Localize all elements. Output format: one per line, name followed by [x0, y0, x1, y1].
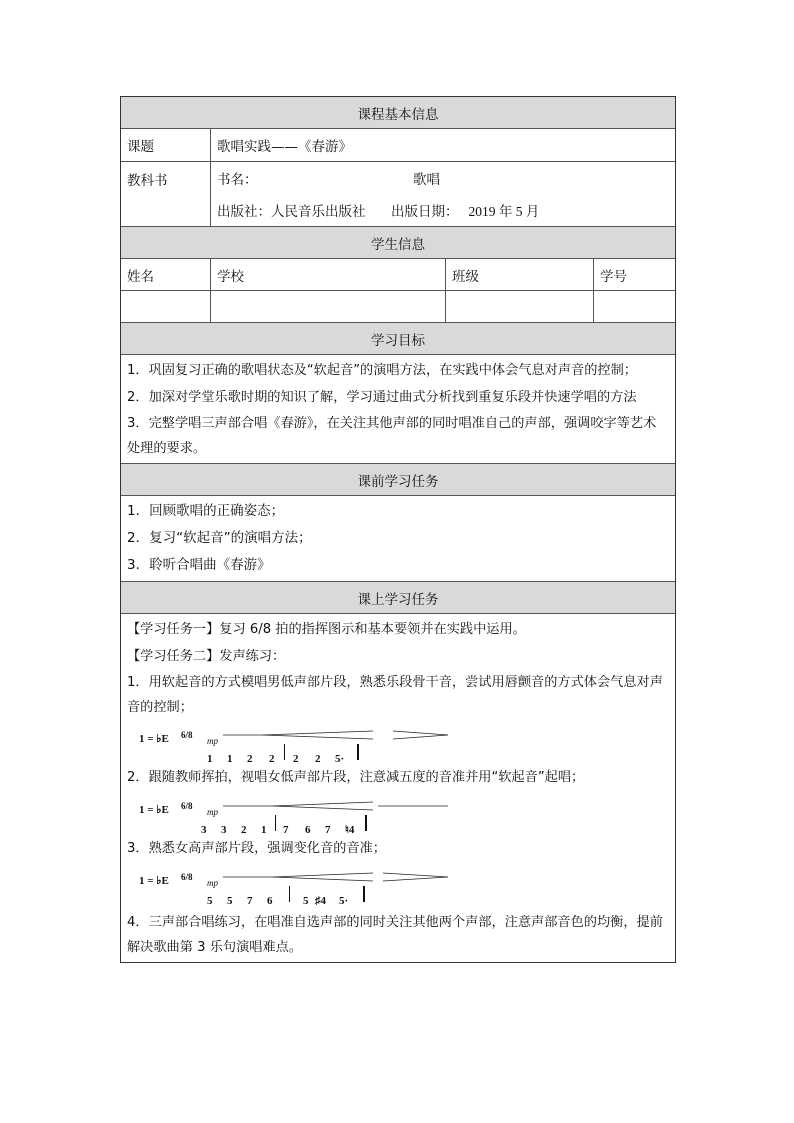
- section-header-goals: [121, 322, 675, 354]
- dynamic-mark: mp: [207, 878, 218, 888]
- note: 1: [261, 824, 267, 836]
- exercise-three: 3．熟悉女高声部片段，强调变化音的音准；: [127, 841, 386, 856]
- textbook-label: 教科书: [127, 173, 168, 189]
- topic-row: [121, 128, 675, 161]
- student-id-field[interactable]: [593, 291, 675, 322]
- note: 2: [293, 753, 299, 765]
- dynamic-hairpins: [223, 872, 473, 882]
- task-one: 【学习任务一】复习 6/8 拍的指挥图示和基本要领并在实践中运用。: [127, 622, 526, 637]
- pre-tasks-list: [121, 496, 675, 581]
- class-field[interactable]: [445, 291, 593, 322]
- goals-list: [121, 355, 675, 463]
- dynamic-mark: mp: [207, 807, 218, 817]
- book-name-value: 歌唱: [413, 172, 440, 188]
- pre-task-item: 1．回顾歌唱的正确姿态；: [127, 503, 285, 519]
- note: 2: [269, 753, 275, 765]
- note: 5·: [335, 753, 345, 765]
- pre-tasks-row: [121, 495, 675, 581]
- barline: [275, 815, 276, 831]
- time-signature: 6/8: [181, 801, 193, 811]
- dynamic-mark: mp: [207, 736, 218, 746]
- note: 3: [201, 824, 207, 836]
- note: 5·: [339, 895, 349, 907]
- final-barline: [365, 815, 367, 831]
- note: 3: [221, 824, 227, 836]
- in-class-row: [121, 613, 675, 962]
- final-barline: [357, 744, 359, 760]
- publish-date-label: 出版日期：: [391, 204, 459, 220]
- topic-label: 课题: [127, 139, 154, 155]
- school-field[interactable]: [210, 291, 445, 322]
- topic-value: 歌唱实践——《春游》: [210, 129, 675, 161]
- section-title: 学生信息: [371, 236, 425, 253]
- score-excerpt-2: [127, 791, 669, 835]
- key-signature: 1 = ♭E: [139, 875, 169, 887]
- publisher-label: 出版社：: [217, 204, 271, 220]
- note: ♮4: [345, 824, 355, 836]
- note: 1: [227, 753, 233, 765]
- note: ♯4: [315, 895, 326, 907]
- exercise-one: 1．用软起音的方式模唱男低声部片段，熟悉乐段骨干音，尝试用唇颤音的方式体会气息对声音的控制；: [127, 675, 663, 715]
- key-signature: 1 = ♭E: [139, 804, 169, 816]
- note: 6: [267, 895, 273, 907]
- goal-item: 3．完整学唱三声部合唱《春游》，在关注其他声部的同时唱准自己的声部，强调咬字等艺术处理的要求。: [127, 416, 657, 456]
- score-excerpt-3: [127, 862, 669, 906]
- note: 1: [207, 753, 213, 765]
- goal-item: 1．巩固复习正确的歌唱状态及“软起音”的演唱方法，在实践中体会气息对声音的控制；: [127, 363, 637, 378]
- note: 5: [303, 895, 309, 907]
- goal-item: 2．加深对学堂乐歌时期的知识了解，学习通过曲式分析找到重复乐段并快速学唱的方法: [127, 390, 637, 405]
- pre-task-item: 3．聆听合唱曲《春游》: [127, 557, 271, 573]
- name-label: 姓名: [127, 268, 154, 285]
- student-id-label: 学号: [593, 259, 675, 290]
- textbook-row: [121, 161, 675, 226]
- textbook-details: [210, 162, 675, 226]
- section-header-in-class-tasks: [121, 581, 675, 613]
- note: 2: [315, 753, 321, 765]
- note: 6: [305, 824, 311, 836]
- student-value-row: [121, 290, 675, 322]
- task-two: 【学习任务二】发声练习：: [127, 649, 286, 664]
- score-excerpt-1: [127, 720, 669, 764]
- note: 5: [227, 895, 233, 907]
- pre-task-item: 2．复习“软起音”的演唱方法；: [127, 530, 312, 546]
- section-header-pre-tasks: [121, 463, 675, 495]
- name-field[interactable]: [121, 291, 210, 322]
- note: 2: [241, 824, 247, 836]
- note: 2: [247, 753, 253, 765]
- note: 7: [325, 824, 331, 836]
- dynamic-hairpins: [223, 730, 473, 740]
- note: 7: [247, 895, 253, 907]
- goals-row: [121, 354, 675, 463]
- barline: [289, 886, 290, 902]
- note: 7: [283, 824, 289, 836]
- publisher-value: 人民音乐出版社: [271, 204, 366, 220]
- barline: [284, 744, 285, 760]
- exercise-four: 4．三声部合唱练习，在唱准自选声部的同时关注其他两个声部，注意声部音色的均衡，提前解决歌曲第 3 乐句演唱难点。: [127, 915, 663, 955]
- publish-date-value: 2019 年 5 月: [468, 204, 540, 219]
- dynamic-hairpins: [223, 801, 473, 811]
- section-header-student-info: [121, 226, 675, 258]
- exercise-two: 2．跟随教师挥拍，视唱女低声部片段，注意减五度的音准并用“软起音”起唱；: [127, 770, 585, 785]
- book-name-label: 书名：: [217, 172, 258, 188]
- class-label: 班级: [445, 259, 593, 290]
- time-signature: 6/8: [181, 872, 193, 882]
- section-header-course-info: [121, 97, 675, 128]
- final-barline: [363, 886, 365, 902]
- note: 5: [207, 895, 213, 907]
- section-title: 课程基本信息: [357, 106, 439, 123]
- key-signature: 1 = ♭E: [139, 733, 169, 745]
- in-class-content: [121, 614, 675, 962]
- section-title: 课前学习任务: [357, 473, 439, 490]
- time-signature: 6/8: [181, 730, 193, 740]
- student-label-row: [121, 258, 675, 290]
- section-title: 课上学习任务: [357, 591, 439, 608]
- school-label: 学校: [210, 259, 445, 290]
- section-title: 学习目标: [371, 332, 425, 349]
- lesson-plan-table: [120, 96, 676, 963]
